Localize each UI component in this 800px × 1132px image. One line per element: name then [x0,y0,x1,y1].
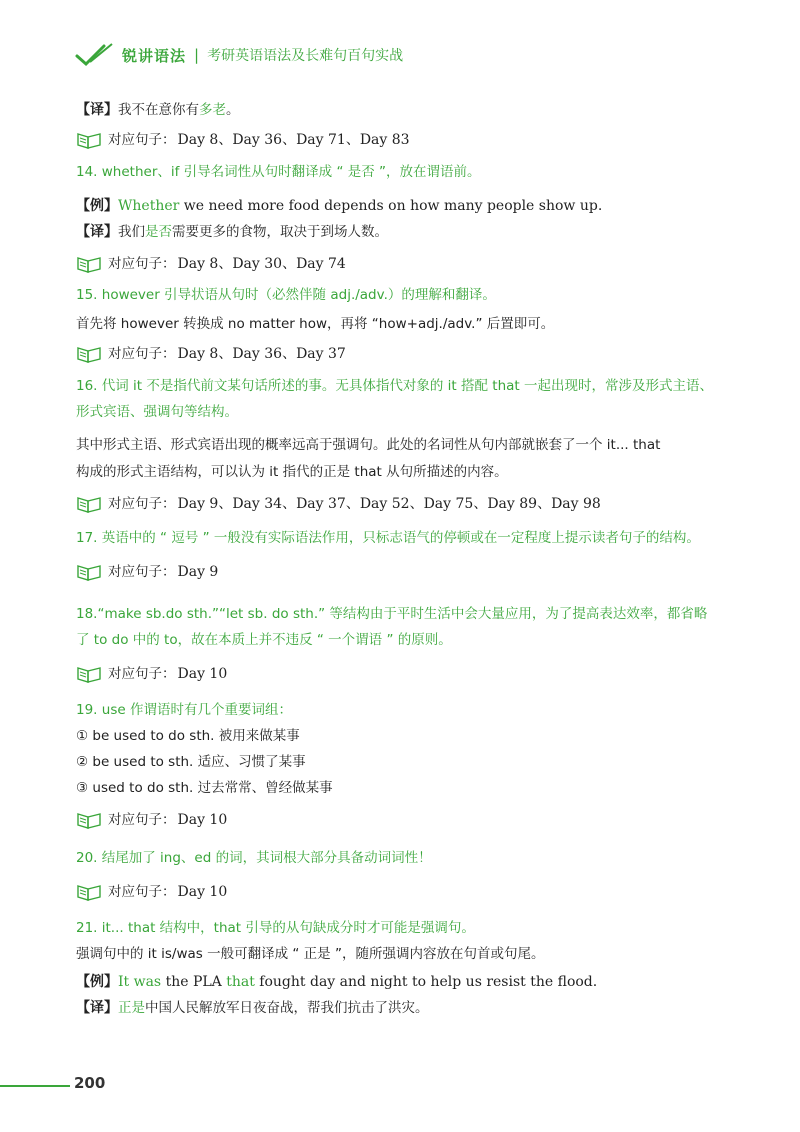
reference-line [76,882,227,902]
example-tag: 【例】 [76,198,118,214]
sentence-text: 我不在意你有 [118,102,199,118]
reference-line [76,344,346,364]
reference-label: 对应句子： [108,884,176,900]
section-heading: 15. however 引导状语从句时（必然伴随 adj./adv.）的理解和翻译。 [76,287,496,303]
reference-days: Day 9、Day 34、Day 37、Day 52、Day 75、Day 89、Day 98 [177,496,601,512]
translation-sentence [76,998,429,1018]
reference-label: 对应句子： [108,256,176,272]
body-text: ② be used to sth. 适应、习惯了某事 [76,754,306,770]
book-title: 考研英语语法及长难句百句实战 [207,48,404,64]
highlighted-text: 正是 [118,1000,145,1016]
reference-line [76,562,218,582]
page-header [74,42,403,68]
book-icon [76,130,102,150]
example-sentence [76,196,602,216]
sentence-text: the PLA [161,974,227,990]
footer-rule [0,1085,70,1087]
section-heading: 了 to do 中的 to，故在本质上并不违反 “ 一个谓语 ” 的原则。 [76,632,452,648]
translation-tag: 【译】 [76,1000,118,1016]
reference-days: Day 10 [177,884,228,900]
reference-days: Day 8、Day 36、Day 37 [177,346,346,362]
checkmark-pen-logo-icon [74,42,116,68]
reference-label: 对应句子： [108,346,176,362]
reference-days: Day 10 [177,666,228,682]
reference-label: 对应句子： [108,496,176,512]
highlighted-text: 多老 [199,102,226,118]
book-icon [76,810,102,830]
section-heading: 17. 英语中的 “ 逗号 ” 一般没有实际语法作用，只标志语气的停顿或在一定程度上提示读者句子的结构。 [76,530,700,546]
section-heading: 形式宾语、强调句等结构。 [76,404,238,420]
page-number: 200 [74,1074,106,1092]
reference-days: Day 8、Day 36、Day 71、Day 83 [177,132,410,148]
highlighted-text: 是否 [145,224,172,240]
sentence-text: 需要更多的食物，取决于到场人数。 [172,224,388,240]
reference-days: Day 8、Day 30、Day 74 [177,256,346,272]
reference-line [76,494,601,514]
book-icon [76,344,102,364]
section-heading: 20. 结尾加了 ing、ed 的词，其词根大部分具备动词词性！ [76,850,432,866]
book-icon [76,254,102,274]
example-tag: 【例】 [76,974,118,990]
section-heading: 19. use 作谓语时有几个重要词组： [76,702,292,718]
header-separator: | [194,46,200,64]
reference-line [76,810,227,830]
section-heading: 16. 代词 it 不是指代前文某句话所述的事。无具体指代对象的 it 搭配 that 一起出现时，常涉及形式主语、 [76,378,714,394]
body-text: 其中形式主语、形式宾语出现的概率远高于强调句。此处的名词性从句内部就嵌套了一个 it... that [76,437,661,453]
translation-tag: 【译】 [76,224,118,240]
reference-label: 对应句子： [108,564,176,580]
book-icon [76,882,102,902]
reference-line [76,664,227,684]
section-heading: 14. whether、if 引导名词性从句时翻译成 “ 是否 ”，放在谓语前。 [76,164,481,180]
section-heading: 21. it... that 结构中，that 引导的从句缺成分时才可能是强调句。 [76,920,475,936]
brand-name: 锐讲语法 [122,46,187,65]
book-icon [76,562,102,582]
sentence-text: 我们 [118,224,145,240]
section-heading: 18.“make sb.do sth.”“let sb. do sth.” 等结构由于平时生活中会大量应用，为了提高表达效率，都省略 [76,606,708,622]
translation-sentence [76,100,240,120]
sentence-text: 。 [226,102,240,118]
highlighted-text: that [226,974,255,990]
highlighted-text: Whether [118,198,180,214]
body-text: 强调句中的 it is/was 一般可翻译成 “ 正是 ”，随所强调内容放在句首或句尾。 [76,946,545,962]
reference-label: 对应句子： [108,132,176,148]
highlighted-text: It was [118,974,162,990]
body-text: ① be used to do sth. 被用来做某事 [76,728,300,744]
body-text: 首先将 however 转换成 no matter how，再将 “how+adj./adv.” 后置即可。 [76,316,555,332]
reference-label: 对应句子： [108,812,176,828]
reference-line [76,254,346,274]
sentence-text: 中国人民解放军日夜奋战，帮我们抗击了洪灾。 [145,1000,429,1016]
reference-label: 对应句子： [108,666,176,682]
body-text: ③ used to do sth. 过去常常、曾经做某事 [76,780,333,796]
sentence-text: fought day and night to help us resist the flood. [254,974,598,990]
sentence-text: we need more food depends on how many people show up. [179,198,603,214]
reference-line [76,130,410,150]
body-text: 构成的形式主语结构，可以认为 it 指代的正是 that 从句所描述的内容。 [76,464,508,480]
translation-sentence [76,222,388,242]
example-sentence [76,972,597,992]
translation-tag: 【译】 [76,102,118,118]
book-icon [76,664,102,684]
book-icon [76,494,102,514]
reference-days: Day 9 [177,564,219,580]
reference-days: Day 10 [177,812,228,828]
